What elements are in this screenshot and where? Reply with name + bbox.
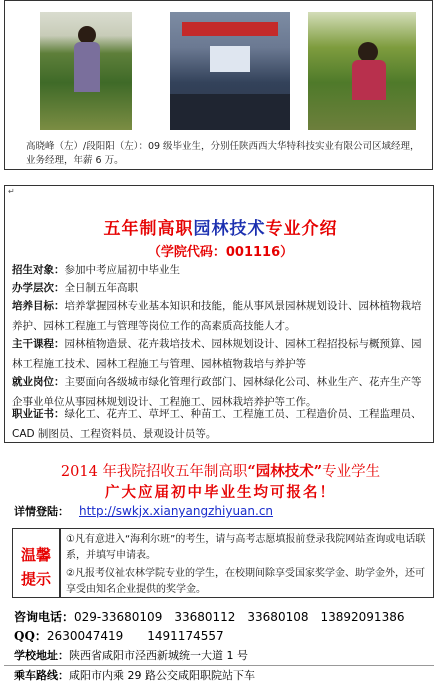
intro-row-enrollment: 招生对象：参加中考应届初中毕业生 bbox=[12, 264, 180, 276]
contact-qq: QQ：2630047419 1491174557 bbox=[14, 629, 224, 643]
contact-phone: 咨询电话：029-33680109 33680112 33680108 13892091386 bbox=[14, 610, 405, 624]
divider bbox=[4, 665, 434, 666]
tips-label: 温馨 提示 bbox=[20, 546, 51, 588]
photo-caption: 高晓峰（左）/段阳阳（左）：09 级毕业生，分别任陕西西大华特科技实业有限公司区域经理，业务经理，年薪 6 万。 bbox=[26, 141, 420, 166]
intro-row-courses: 主干课程：园林植物造景、花卉栽培技术、园林规划设计、园林工程招投标与概预算、园林工程施工技术、园林工程施工与管理、园林植物栽培与养护等 bbox=[12, 338, 422, 370]
classroom-lecture-photo bbox=[170, 12, 290, 130]
details-line: 详情登陆： http://swkjx.xianyangzhiyuan.cn bbox=[14, 504, 274, 518]
tip-item: ②凡报考仪祉农林学院专业的学生，在校期间除享受国家奖学金、助学金外，还可享受由知名企业提供的奖学金。 bbox=[66, 568, 425, 595]
enrollment-slogan: 2014 年我院招收五年制高职“园林技术”专业学生 bbox=[60, 463, 381, 480]
intro-row-jobs: 就业岗位：主要面向各级城市绿化管理行政部门、园林绿化公司、林业生产、花卉生产等企事业单位从事园林规划设计、工程施工、园林栽培养护等工作。 bbox=[12, 376, 422, 408]
intro-row-goal: 培养目标：培养掌握园林专业基本知识和技能，能从事风景园林规划设计、园林植物栽培养护、园林工程施工与管理等岗位工作的高素质高技能人才。 bbox=[12, 300, 422, 332]
tip-item: ①凡有意进入“海利尔班”的考生，请与高考志愿填报前登录我院网站查询或电话联系，并填写申请表。 bbox=[66, 534, 426, 561]
intro-row-level: 办学层次：全日制五年高职 bbox=[12, 282, 138, 294]
woman-among-trees-photo bbox=[308, 12, 416, 130]
bus-route: 乘车路线：咸阳市内乘 29 路公交咸阳职院站下车 bbox=[14, 669, 255, 682]
enrollment-call: 广大应届初中毕业生均可报名！ bbox=[105, 484, 336, 501]
student-with-plants-photo bbox=[40, 12, 132, 130]
institution-code: （学院代码：001116） bbox=[147, 245, 294, 260]
intro-row-certificates: 职业证书：绿化工、花卉工、草坪工、种苗工、工程施工员、工程造价员、工程监理员、CAD 制图员、工程资料员、景观设计员等。 bbox=[12, 408, 422, 440]
website-link[interactable]: http://swkjx.xianyangzhiyuan.cn bbox=[79, 504, 274, 518]
school-address: 学校地址：陕西省咸阳市泾西新城统一大道 1 号 bbox=[14, 649, 248, 662]
program-title: 五年制高职园林技术专业介绍 bbox=[103, 219, 338, 239]
paragraph-mark-icon: ↵ bbox=[8, 187, 15, 196]
